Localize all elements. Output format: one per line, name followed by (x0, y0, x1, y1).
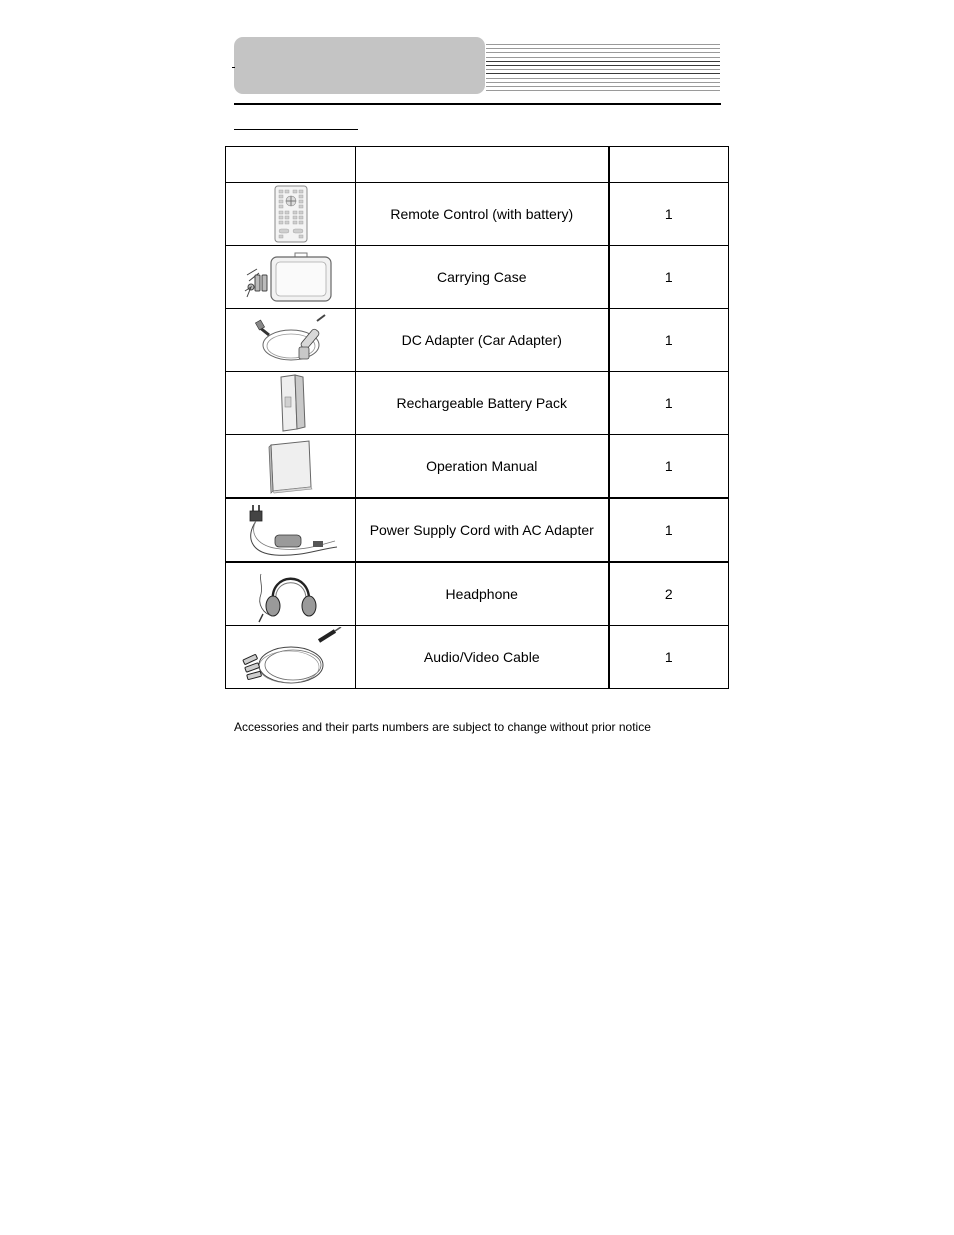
item-quantity: 1 (609, 309, 729, 372)
header-tick (232, 67, 235, 68)
item-name: Audio/Video Cable (356, 626, 609, 689)
table-row (226, 246, 729, 309)
header-picture (226, 147, 356, 183)
accessories-table (225, 146, 729, 689)
item-quantity: 1 (609, 372, 729, 435)
item-name: Power Supply Cord with AC Adapter (356, 498, 609, 562)
item-quantity: 1 (609, 246, 729, 309)
table-row (226, 372, 729, 435)
header-title-box (234, 37, 485, 94)
table-row (226, 435, 729, 499)
carrying-case-icon (243, 251, 339, 303)
header-stripes (486, 44, 720, 88)
item-quantity: 1 (609, 626, 729, 689)
item-name: Headphone (356, 562, 609, 626)
table-header-row (226, 147, 729, 183)
table-row (226, 562, 729, 626)
ac-adapter-icon (241, 501, 341, 559)
table-row (226, 309, 729, 372)
item-name: Remote Control (with battery) (356, 183, 609, 246)
item-quantity: 1 (609, 183, 729, 246)
table-row (226, 626, 729, 689)
item-quantity: 1 (609, 498, 729, 562)
footer-note: Accessories and their parts numbers are subject to change without prior notice (234, 720, 651, 734)
header-quantity (609, 147, 729, 183)
section-underline (234, 129, 358, 130)
av-cable-icon (239, 627, 343, 687)
header-name (356, 147, 609, 183)
item-quantity: 2 (609, 562, 729, 626)
item-name: Rechargeable Battery Pack (356, 372, 609, 435)
battery-pack-icon (273, 373, 309, 433)
item-name: DC Adapter (Car Adapter) (356, 309, 609, 372)
table-row (226, 183, 729, 246)
item-name: Operation Manual (356, 435, 609, 499)
item-name: Carrying Case (356, 246, 609, 309)
remote-control-icon (271, 185, 311, 243)
headphone-icon (251, 564, 331, 624)
header-rule (234, 103, 721, 105)
item-quantity: 1 (609, 435, 729, 499)
car-adapter-icon (253, 313, 329, 367)
manual-icon (265, 437, 317, 495)
table-row (226, 498, 729, 562)
